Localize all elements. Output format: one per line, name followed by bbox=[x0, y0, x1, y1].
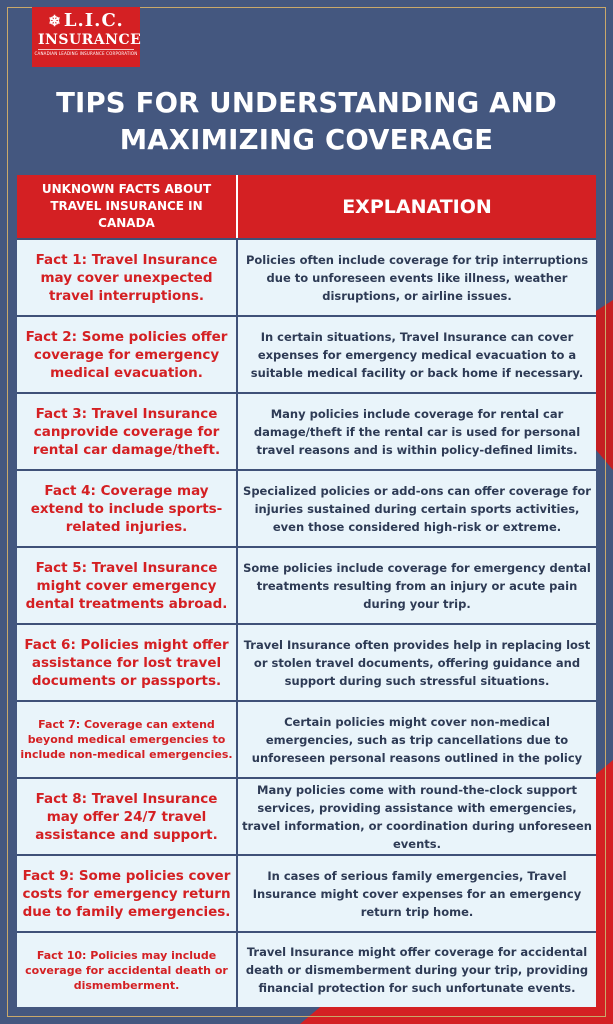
facts-table bbox=[17, 175, 596, 1007]
explanation-cell: In certain situations, Travel Insurance can cover expenses for emergency medical evacuation to a suitable medical facility or back home if necessary. bbox=[250, 329, 584, 380]
explanation-cell: Certain policies might cover non-medical emergencies, such as trip cancellations due to unforeseen personal reasons outlined in the policy bbox=[251, 714, 583, 765]
fact-cell: Fact 4: Coverage may extend to include sports-related injuries. bbox=[17, 471, 238, 546]
table-row bbox=[17, 315, 596, 392]
fact-cell: Fact 2: Some policies offer coverage for emergency medical evacuation. bbox=[17, 317, 238, 392]
fact-cell: Fact 7: Coverage can extend beyond medical emergencies to include non-medical emergencies. bbox=[17, 702, 238, 777]
logo-tagline: CANADIAN LEADING INSURANCE CORPORATION bbox=[34, 51, 138, 56]
maple-leaf-icon: ❄ bbox=[48, 12, 62, 30]
fact-cell: Fact 1: Travel Insurance may cover unexpected travel interruptions. bbox=[17, 240, 238, 315]
explanation-cell: Travel Insurance often provides help in replacing lost or stolen travel documents, offering guidance and support during such stressful situations. bbox=[243, 637, 591, 688]
lic-logo bbox=[32, 7, 140, 67]
table-row bbox=[17, 777, 596, 854]
explanation-cell: In cases of serious family emergencies, Travel Insurance might cover expenses for an emergency return trip home. bbox=[252, 868, 582, 919]
fact-cell: Fact 3: Travel Insurance canprovide coverage for rental car damage/theft. bbox=[17, 394, 238, 469]
header-facts: UNKNOWN FACTS ABOUT TRAVEL INSURANCE IN CANADA bbox=[17, 175, 238, 238]
table-row bbox=[17, 392, 596, 469]
table-row bbox=[17, 546, 596, 623]
explanation-cell: Many policies include coverage for rental car damage/theft if the rental car is used for personal travel reasons and is within policy-defined limits. bbox=[253, 406, 581, 457]
table-row bbox=[17, 623, 596, 700]
fact-cell: Fact 10: Policies may include coverage for accidental death or dismemberment. bbox=[17, 933, 238, 1007]
logo-name-line1: L.I.C. bbox=[63, 10, 124, 31]
explanation-cell: Travel Insurance might offer coverage for accidental death or dismemberment during your trip, providing financial protection for such unfortunate events. bbox=[245, 945, 589, 995]
explanation-cell: Many policies come with round-the-clock support services, providing assistance with emergencies, travel information, or coordination during unforeseen events. bbox=[242, 782, 592, 851]
explanation-cell: Specialized policies or add-ons can offer coverage for injuries sustained during certain sports activities, even those considered high-risk or extreme. bbox=[243, 483, 591, 534]
explanation-cell: Policies often include coverage for trip interruptions due to unforeseen events like illness, weather disruptions, or airline issues. bbox=[245, 252, 589, 303]
logo-name-line2: INSURANCE bbox=[38, 32, 142, 48]
explanation-cell: Some policies include coverage for emergency dental treatments resulting from an injury or acute pain during your trip. bbox=[243, 560, 591, 611]
title-line-1: TIPS FOR UNDERSTANDING AND bbox=[56, 87, 557, 119]
table-row bbox=[17, 931, 596, 1007]
table-row bbox=[17, 700, 596, 777]
fact-cell: Fact 8: Travel Insurance may offer 24/7 travel assistance and support. bbox=[17, 779, 238, 854]
page-title bbox=[20, 85, 593, 159]
fact-cell: Fact 5: Travel Insurance might cover emergency dental treatments abroad. bbox=[17, 548, 238, 623]
table-header-row bbox=[17, 175, 596, 238]
header-explanation: EXPLANATION bbox=[238, 175, 596, 238]
table-row bbox=[17, 238, 596, 315]
title-line-2: MAXIMIZING COVERAGE bbox=[119, 124, 494, 156]
table-row bbox=[17, 854, 596, 931]
fact-cell: Fact 6: Policies might offer assistance for lost travel documents or passports. bbox=[17, 625, 238, 700]
table-row bbox=[17, 469, 596, 546]
fact-cell: Fact 9: Some policies cover costs for emergency return due to family emergencies. bbox=[17, 856, 238, 931]
